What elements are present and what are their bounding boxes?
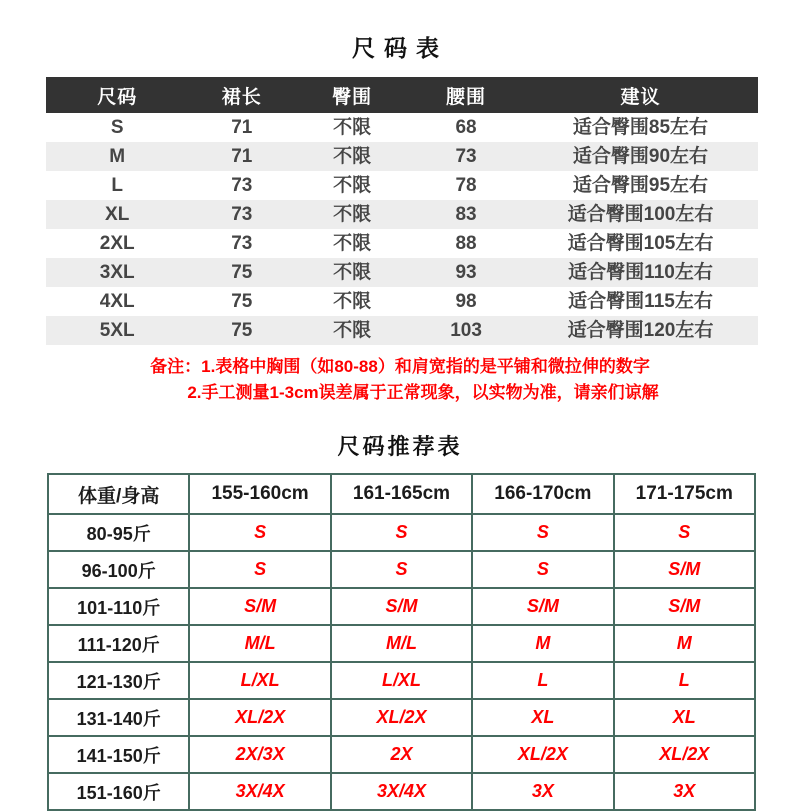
- size-table-row: [46, 287, 758, 316]
- weight-range-label: 80-95斤: [48, 514, 189, 551]
- recommend-table-header-cell: 155-160cm: [189, 474, 330, 514]
- size-table-cell: XL: [105, 204, 130, 225]
- recommended-size-value: S: [472, 514, 613, 551]
- size-table-cell: 71: [231, 146, 253, 167]
- recommended-size-value: XL/2X: [189, 699, 330, 736]
- size-table-cell: 98: [455, 291, 477, 312]
- size-table-cell: 73: [231, 233, 253, 254]
- recommended-size-value: XL: [472, 699, 613, 736]
- recommend-table-row: [48, 514, 755, 551]
- recommend-table-row: [48, 588, 755, 625]
- recommend-table-header-cell: 166-170cm: [472, 474, 613, 514]
- recommended-size-value: S: [331, 551, 472, 588]
- size-table-cell: 73: [231, 204, 253, 225]
- size-table-notes: [0, 354, 800, 406]
- size-table-cell: 2XL: [99, 233, 135, 254]
- note-line-2: 2.手工测量1-3cm误差属于正常现象，以实物为准，请亲们谅解: [187, 383, 659, 402]
- size-table-cell: 不限: [333, 146, 372, 167]
- recommended-size-value: S: [189, 551, 330, 588]
- weight-range-label: 131-140斤: [48, 699, 189, 736]
- size-table-cell: 93: [455, 262, 477, 283]
- recommended-size-value: 3X/4X: [331, 773, 472, 810]
- recommended-size-value: XL/2X: [331, 699, 472, 736]
- size-table-cell: 75: [231, 262, 253, 283]
- size-table-cell: 75: [231, 320, 253, 341]
- size-table-row: [46, 171, 758, 200]
- size-table-cell: 适合臀围110左右: [568, 262, 713, 283]
- recommended-size-value: 3X: [614, 773, 755, 810]
- recommended-size-value: XL/2X: [614, 736, 755, 773]
- size-table-row: [46, 142, 758, 171]
- recommended-size-value: S/M: [189, 588, 330, 625]
- note-line-1: 备注：1.表格中胸围（如80-88）和肩宽指的是平铺和微拉伸的数字: [150, 357, 650, 376]
- recommend-table-row: [48, 773, 755, 810]
- size-table-cell: 83: [455, 204, 477, 225]
- recommended-size-value: L: [472, 662, 613, 699]
- recommend-table-row: [48, 736, 755, 773]
- recommended-size-value: 3X: [472, 773, 613, 810]
- recommended-size-value: M/L: [331, 625, 472, 662]
- recommended-size-value: S/M: [614, 588, 755, 625]
- weight-range-label: 101-110斤: [48, 588, 189, 625]
- size-table-cell: 适合臀围95左右: [572, 175, 709, 196]
- size-table-cell: 4XL: [99, 291, 135, 312]
- recommend-table-row: [48, 662, 755, 699]
- recommend-table-row: [48, 551, 755, 588]
- recommended-size-value: L: [614, 662, 755, 699]
- weight-range-label: 96-100斤: [48, 551, 189, 588]
- size-table-cell: 适合臀围90左右: [572, 146, 709, 167]
- size-table-cell: 不限: [333, 233, 372, 254]
- size-table-cell: 78: [455, 175, 477, 196]
- recommended-size-value: 3X/4X: [189, 773, 330, 810]
- size-table-cell: 不限: [333, 320, 372, 341]
- size-table-cell: 3XL: [99, 262, 135, 283]
- recommended-size-value: S: [614, 514, 755, 551]
- recommended-size-value: S/M: [614, 551, 755, 588]
- weight-range-label: 121-130斤: [48, 662, 189, 699]
- recommend-table-row: [48, 699, 755, 736]
- size-table-cell: 68: [455, 117, 477, 138]
- size-table-cell: M: [109, 146, 126, 167]
- size-table-cell: 不限: [333, 262, 372, 283]
- recommend-table-row: [48, 625, 755, 662]
- size-table-cell: S: [110, 117, 124, 138]
- size-table-header-cell: 尺码: [46, 77, 188, 113]
- recommended-size-value: XL: [614, 699, 755, 736]
- size-table-cell: 不限: [333, 204, 372, 225]
- size-table-row: [46, 258, 758, 287]
- weight-range-label: 111-120斤: [48, 625, 189, 662]
- recommended-size-value: 2X/3X: [189, 736, 330, 773]
- recommend-table: [47, 473, 756, 811]
- size-table-header-row: [46, 77, 758, 113]
- recommend-table-header-cell: 161-165cm: [331, 474, 472, 514]
- weight-range-label: 141-150斤: [48, 736, 189, 773]
- size-table-cell: 不限: [333, 117, 372, 138]
- recommend-table-header-cell: 171-175cm: [614, 474, 755, 514]
- recommend-table-title: 尺码推荐表: [337, 434, 463, 459]
- size-table-cell: 适合臀围105左右: [567, 233, 714, 254]
- size-table-cell: 不限: [333, 175, 372, 196]
- recommended-size-value: S: [189, 514, 330, 551]
- size-table-cell: 103: [450, 320, 482, 341]
- recommended-size-value: L/XL: [331, 662, 472, 699]
- recommended-size-value: XL/2X: [472, 736, 613, 773]
- size-table-header-cell: 臀围: [295, 77, 409, 113]
- size-table-cell: 88: [455, 233, 477, 254]
- size-table-cell: 75: [231, 291, 253, 312]
- recommended-size-value: S: [472, 551, 613, 588]
- size-table-cell: L: [111, 175, 123, 196]
- size-table-row: [46, 113, 758, 142]
- recommended-size-value: M/L: [189, 625, 330, 662]
- recommend-table-header-row: [48, 474, 755, 514]
- recommended-size-value: M: [472, 625, 613, 662]
- recommended-size-value: S: [331, 514, 472, 551]
- recommended-size-value: L/XL: [189, 662, 330, 699]
- size-table-cell: 73: [231, 175, 253, 196]
- size-table-title: 尺码表: [352, 35, 448, 61]
- size-table-cell: 不限: [333, 291, 372, 312]
- recommended-size-value: S/M: [331, 588, 472, 625]
- weight-range-label: 151-160斤: [48, 773, 189, 810]
- size-table-cell: 73: [455, 146, 477, 167]
- size-table-row: [46, 200, 758, 229]
- size-table-cell: 适合臀围120左右: [567, 320, 714, 341]
- recommended-size-value: S/M: [472, 588, 613, 625]
- size-table-cell: 71: [231, 117, 253, 138]
- recommend-table-header-cell: 体重/身高: [48, 474, 189, 514]
- size-table-header-cell: 腰围: [409, 77, 523, 113]
- recommended-size-value: M: [614, 625, 755, 662]
- size-table: [46, 77, 758, 345]
- size-table-header-cell: 裙长: [188, 77, 295, 113]
- recommended-size-value: 2X: [331, 736, 472, 773]
- size-table-cell: 5XL: [99, 320, 135, 341]
- size-table-cell: 适合臀围115左右: [568, 291, 713, 312]
- size-table-row: [46, 316, 758, 345]
- size-table-row: [46, 229, 758, 258]
- size-table-header-cell: 建议: [523, 77, 758, 113]
- size-table-cell: 适合臀围100左右: [567, 204, 714, 225]
- size-table-cell: 适合臀围85左右: [572, 117, 709, 138]
